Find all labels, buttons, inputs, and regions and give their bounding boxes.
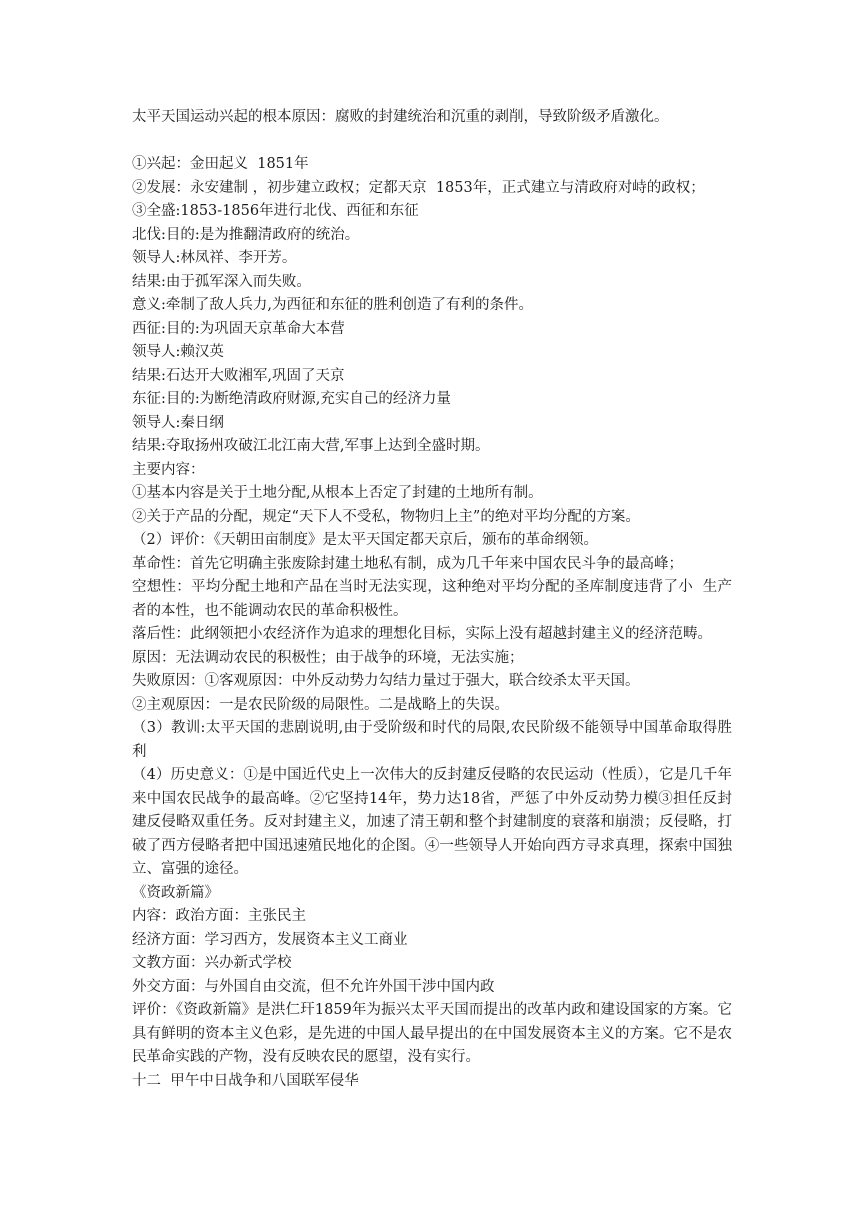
text-line: 革命性：首先它明确主张废除封建土地私有制，成为几千年来中国农民斗争的最高峰； — [132, 555, 683, 572]
text-line: 结果:由于孤军深入而失败。 — [132, 273, 311, 290]
text-line: 主要内容： — [132, 461, 205, 478]
text-line: 意义:牵制了敌人兵力,为西征和东征的胜利创造了有利的条件。 — [132, 297, 533, 313]
text-line: 空想性：平均分配土地和产品在当时无法实现，这种绝对平均分配的圣库制度违背了小 生产者的本性，也不能调动农民的革命积极性。 — [132, 579, 732, 619]
text-line: 原因：无法调动农民的积极性；由于战争的环境，无法实施； — [132, 649, 524, 666]
text-line: （3）教训:太平天国的悲剧说明,由于受阶级和时代的局限,农民阶级不能领导中国革命取得胜利 — [132, 720, 732, 760]
text-line: 外交方面：与外国自由交流，但不允许外国干涉中国内政 — [132, 978, 495, 995]
text-line: 评价：《资政新篇》是洪仁玕1859年为振兴太平天国而提出的改革内政和建设国家的方案。它具有鲜明的资本主义色彩，是先进的中国人最早提出的在中国发展资本主义的方案。它不是农民革命实践的产物，没有反映农民的愿望，没有实行。 — [132, 1002, 732, 1065]
text-line: ③全盛:1853-1856年进行北伐、西征和东征 — [132, 203, 419, 219]
text-line: 领导人:赖汉英 — [132, 344, 224, 360]
text-line: 西征:目的:为巩固天京革命大本营 — [132, 320, 345, 337]
text-line: 领导人:秦日纲 — [132, 414, 224, 431]
text-line: （2）评价：《天朝田亩制度》是太平天国定都天京后，颁布的革命纲领。 — [132, 532, 598, 548]
text-line: 北伐:目的:是为推翻清政府的统治。 — [132, 226, 360, 243]
text-line: 失败原因：①客观原因：中外反动势力勾结力量过于强大，联合绞杀太平天国。 — [132, 673, 640, 689]
text-line: 东征:目的:为断绝清政府财源,充实自己的经济力量 — [132, 391, 451, 407]
text-line: 经济方面：学习西方，发展资本主义工商业 — [132, 931, 408, 948]
text-line: 落后性：此纲领把小农经济作为追求的理想化目标，实际上没有超越封建主义的经济范畴。 — [132, 626, 712, 642]
text-line: （4）历史意义：①是中国近代史上一次伟大的反封建反侵略的农民运动（性质），它是几千年来中国农民战争的最高峰。②它坚持14年，势力达18省，严惩了中外反动势力模③担任反封建反侵略双重任务。反对封建主义，加速了清王朝和整个封建制度的衰落和崩溃；反侵略，打破了西方侵略者把中国迅速殖民地化的企图。④一些领导人开始向西方寻求真理，探索中国独立、富强的途径。 — [132, 767, 732, 877]
text-line: 《资政新篇》 — [132, 884, 219, 901]
blank-line — [132, 130, 732, 154]
text-line: ②主观原因：一是农民阶级的局限性。二是战略上的失误。 — [132, 696, 509, 713]
text-line: 结果:夺取扬州攻破江北江南大营,军事上达到全盛时期。 — [132, 438, 490, 454]
text-line: 太平天国运动兴起的根本原因：腐败的封建统治和沉重的剥削，导致阶级矛盾激化。 — [132, 109, 669, 125]
text-line: ②发展：永安建制 ，初步建立政权；定都天京 1853年，正式建立与清政府对峙的政权； — [132, 179, 705, 196]
text-line: ①基本内容是关于土地分配,从根本上否定了封建的土地所有制。 — [132, 485, 543, 501]
text-line: 内容：政治方面：主张民主 — [132, 908, 306, 924]
document-body — [132, 106, 732, 1093]
text-line: 十二 甲午中日战争和八国联军侵华 — [132, 1072, 359, 1089]
text-line: ②关于产品的分配，规定“天下人不受私，物物归上主”的绝对平均分配的方案。 — [132, 508, 640, 525]
text-line: 领导人:林凤祥、李开芳。 — [132, 250, 297, 266]
text-line: 文教方面：兴办新式学校 — [132, 955, 292, 971]
text-line: ①兴起：金田起义 1851年 — [132, 156, 309, 172]
text-line: 结果:石达开大败湘军,巩固了天京 — [132, 367, 345, 384]
